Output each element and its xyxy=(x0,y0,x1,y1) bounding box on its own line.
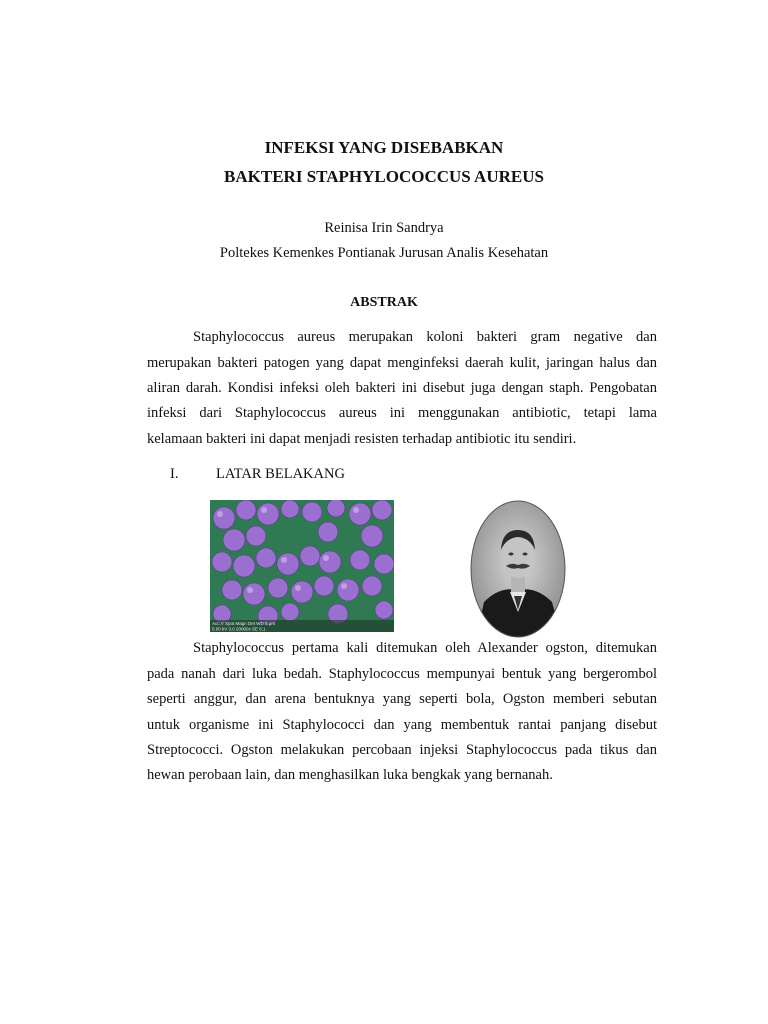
body-line: hewan perobaan lain, dan menghasilkan luka bengkak yang bernanah. xyxy=(147,767,553,783)
title-line-2: BAKTERI STAPHYLOCOCCUS AUREUS xyxy=(224,167,544,186)
section-number: I. xyxy=(170,466,179,482)
abstract-line: aliran darah. Kondisi infeksi oleh bakteri ini disebut juga dengan staph. Pengobatan xyxy=(147,380,657,396)
abstract-line: kelamaan bakteri ini dapat menjadi resisten terhadap antibiotic itu sendiri. xyxy=(147,431,577,447)
alexander-ogston-portrait-image xyxy=(470,500,566,638)
body-line: untuk organisme ini Staphylococci dan yang membentuk rantai panjang disebut xyxy=(147,717,657,733)
title-line-1: INFEKSI YANG DISEBABKAN xyxy=(264,138,504,157)
body-line: Staphylococcus pertama kali ditemukan oleh Alexander ogston, ditemukan xyxy=(193,640,657,656)
body-line: Streptococci. Ogston melakukan percobaan injeksi Staphylococcus pada tikus dan xyxy=(147,742,657,758)
abstract-line: merupakan bakteri patogen yang dapat menginfeksi daerah kulit, jaringan halus dan xyxy=(147,355,657,371)
body-line: seperti anggur, dan arena bentuknya yang seperti bola, Ogston memberi sebutan xyxy=(147,691,657,707)
author: Reinisa Irin Sandrya xyxy=(324,220,444,236)
micrograph-caption: Acc.V Spot Magn Det WD 5 μm xyxy=(212,621,276,626)
abstract-heading: ABSTRAK xyxy=(350,295,418,310)
micrograph-caption-2: 5.00 kV 3.0 20000x SE 8.1 xyxy=(212,626,266,632)
body-line: pada nanah dari luka bedah. Staphylococcus mempunyai bentuk yang bergerombol xyxy=(147,666,657,682)
affiliation: Poltekes Kemenkes Pontianak Jurusan Analis Kesehatan xyxy=(219,245,549,261)
section-title: LATAR BELAKANG xyxy=(216,466,345,482)
abstract-line: infeksi dari Staphylococcus aureus ini menggunakan antibiotic, tetapi lama xyxy=(147,405,657,421)
abstract-line: Staphylococcus aureus merupakan koloni bakteri gram negative dan xyxy=(193,329,657,345)
staphylococcus-micrograph-image xyxy=(210,500,394,632)
